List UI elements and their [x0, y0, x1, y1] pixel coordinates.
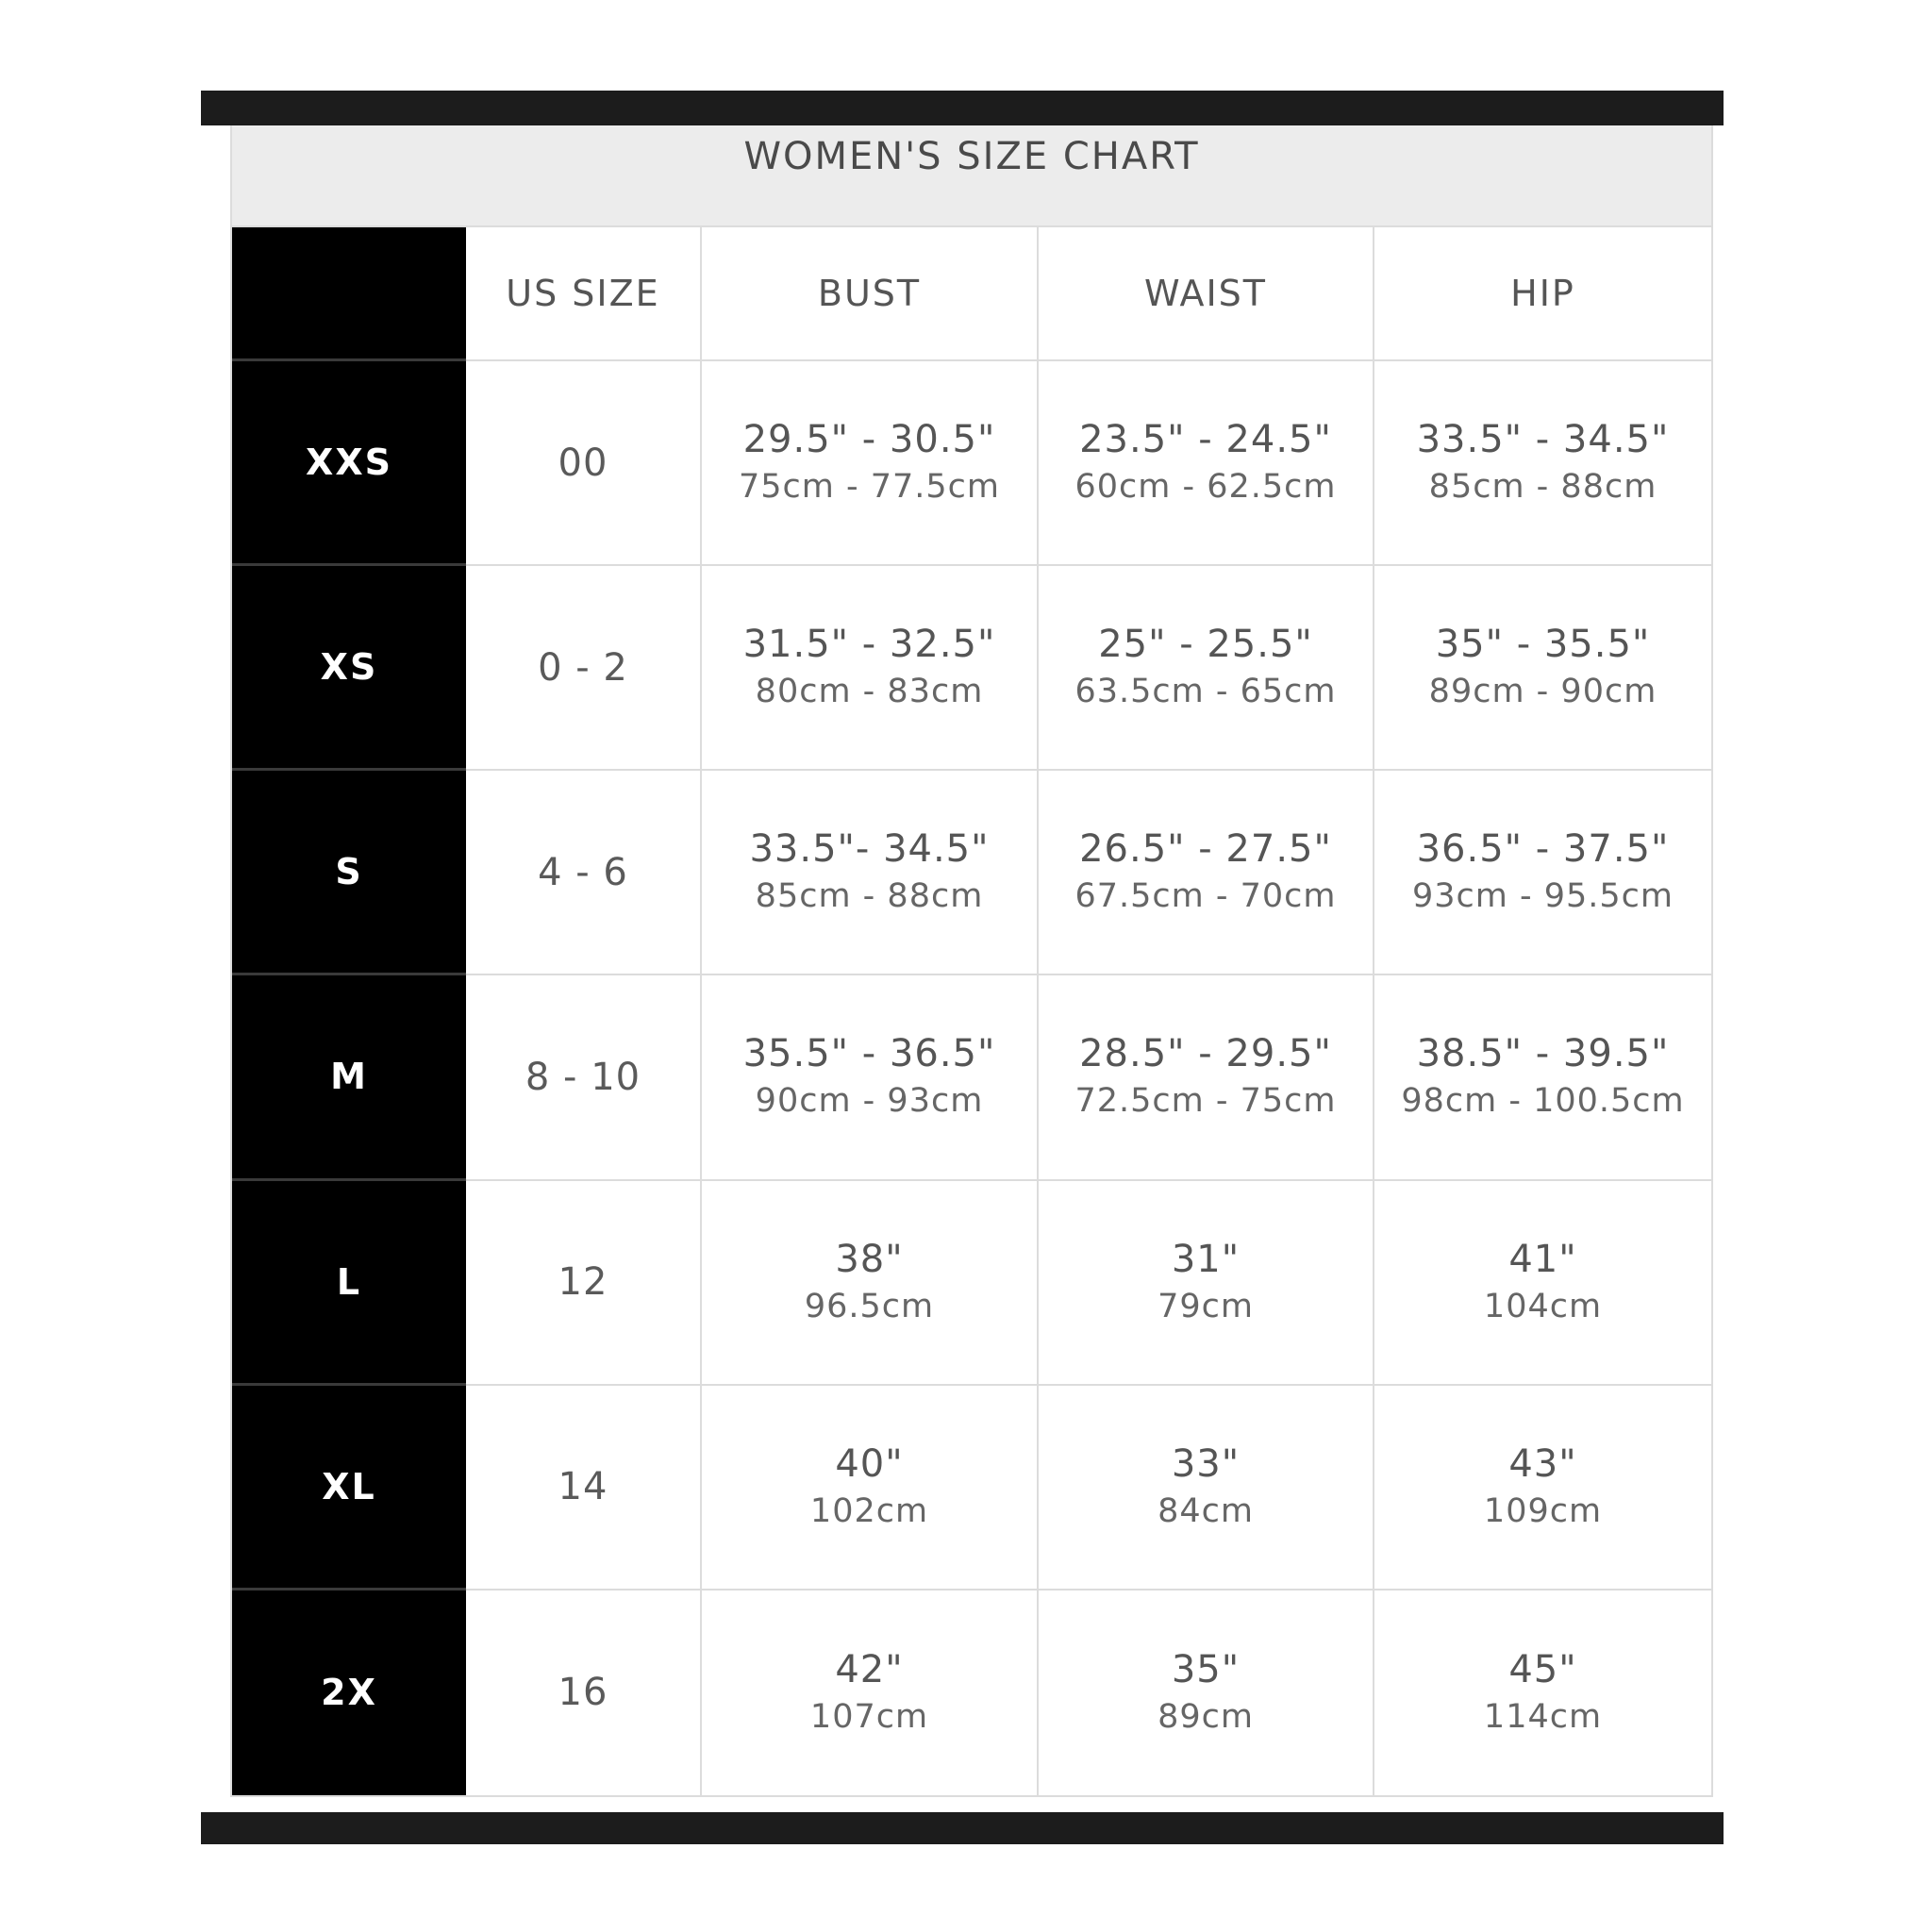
bust-value [702, 975, 1039, 1180]
waist-cm: 67.5cm - 70cm [1074, 877, 1337, 916]
hip-cm: 104cm [1483, 1287, 1603, 1325]
bust-inches: 29.5" - 30.5" [742, 418, 996, 462]
bust-cm: 102cm [809, 1491, 929, 1530]
us-size-value: 4 - 6 [466, 771, 702, 975]
chart-title: WOMEN'S SIZE CHART [743, 135, 1200, 178]
bust-inches: 42" [835, 1647, 904, 1691]
bust-value [702, 1386, 1039, 1591]
bust-cm: 107cm [809, 1697, 929, 1736]
waist-value [1039, 975, 1374, 1180]
us-size-value: 0 - 2 [466, 566, 702, 771]
us-size-value: 16 [466, 1591, 702, 1795]
waist-cm: 60cm - 62.5cm [1074, 468, 1337, 507]
hip-cm: 114cm [1483, 1697, 1603, 1736]
hip-inches: 36.5" - 37.5" [1416, 827, 1670, 872]
bust-value [702, 771, 1039, 975]
size-chart [230, 125, 1713, 1797]
bust-cm: 85cm - 88cm [755, 877, 984, 916]
hip-value [1374, 1181, 1711, 1386]
waist-value [1039, 771, 1374, 975]
hip-value [1374, 975, 1711, 1180]
waist-inches: 33" [1171, 1441, 1241, 1486]
size-table [232, 227, 1711, 1795]
bust-inches: 35.5" - 36.5" [742, 1032, 996, 1076]
waist-value [1039, 566, 1374, 771]
hip-value [1374, 771, 1711, 975]
hip-cm: 98cm - 100.5cm [1401, 1082, 1685, 1121]
waist-value [1039, 1591, 1374, 1795]
waist-cm: 89cm [1158, 1697, 1254, 1736]
size-label: XL [232, 1386, 466, 1591]
hip-inches: 45" [1508, 1647, 1577, 1691]
bust-value [702, 361, 1039, 566]
header-bust: BUST [702, 227, 1039, 361]
bust-inches: 38" [835, 1237, 904, 1281]
us-size-value: 14 [466, 1386, 702, 1591]
hip-value [1374, 1386, 1711, 1591]
waist-value [1039, 361, 1374, 566]
waist-cm: 79cm [1158, 1287, 1254, 1325]
size-label: 2X [232, 1591, 466, 1795]
waist-inches: 35" [1171, 1647, 1241, 1691]
header-waist: WAIST [1039, 227, 1374, 361]
waist-value [1039, 1386, 1374, 1591]
waist-inches: 26.5" - 27.5" [1079, 827, 1332, 872]
bust-cm: 90cm - 93cm [755, 1082, 984, 1121]
waist-value [1039, 1181, 1374, 1386]
size-label: S [232, 771, 466, 975]
bust-cm: 96.5cm [804, 1287, 935, 1325]
hip-cm: 109cm [1483, 1491, 1603, 1530]
waist-inches: 28.5" - 29.5" [1079, 1032, 1332, 1076]
bust-inches: 31.5" - 32.5" [742, 623, 996, 667]
size-label: L [232, 1181, 466, 1386]
header-us-size: US SIZE [466, 227, 702, 361]
bust-cm: 80cm - 83cm [755, 673, 984, 711]
us-size-value: 12 [466, 1181, 702, 1386]
hip-cm: 85cm - 88cm [1428, 468, 1657, 507]
hip-inches: 33.5" - 34.5" [1416, 418, 1670, 462]
size-label: XXS [232, 361, 466, 566]
hip-inches: 43" [1508, 1441, 1577, 1486]
bust-inches: 33.5"- 34.5" [749, 827, 990, 872]
hip-inches: 35" - 35.5" [1435, 623, 1651, 667]
us-size-value: 8 - 10 [466, 975, 702, 1180]
bust-inches: 40" [835, 1441, 904, 1486]
waist-inches: 25" - 25.5" [1098, 623, 1313, 667]
bust-value [702, 1181, 1039, 1386]
hip-inches: 41" [1508, 1237, 1577, 1281]
size-label: M [232, 975, 466, 1180]
bust-value [702, 1591, 1039, 1795]
waist-cm: 84cm [1158, 1491, 1254, 1530]
bust-cm: 75cm - 77.5cm [738, 468, 1001, 507]
top-frame-bar [201, 91, 1724, 125]
corner-cell [232, 227, 466, 361]
waist-inches: 31" [1171, 1237, 1241, 1281]
hip-value [1374, 1591, 1711, 1795]
hip-inches: 38.5" - 39.5" [1416, 1032, 1670, 1076]
hip-cm: 89cm - 90cm [1428, 673, 1657, 711]
waist-inches: 23.5" - 24.5" [1079, 418, 1332, 462]
hip-value [1374, 566, 1711, 771]
us-size-value: 00 [466, 361, 702, 566]
title-band [232, 125, 1711, 227]
header-hip: HIP [1374, 227, 1711, 361]
hip-value [1374, 361, 1711, 566]
waist-cm: 63.5cm - 65cm [1074, 673, 1337, 711]
waist-cm: 72.5cm - 75cm [1074, 1082, 1337, 1121]
size-label: XS [232, 566, 466, 771]
bust-value [702, 566, 1039, 771]
bottom-frame-bar [201, 1812, 1724, 1844]
hip-cm: 93cm - 95.5cm [1411, 877, 1674, 916]
